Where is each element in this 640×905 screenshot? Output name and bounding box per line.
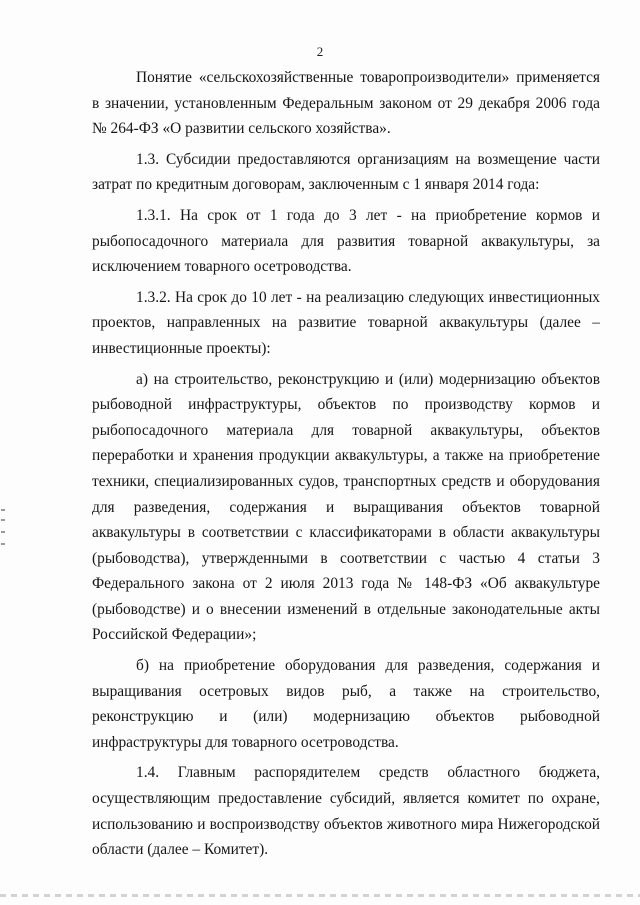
scan-edge-marks bbox=[0, 505, 8, 555]
paragraph-1-4: 1.4. Главным распорядителем средств областного бюджета, осуществляющим предоставление субсидий, является комитет по охране, использованию и воспроизводству объектов животного мира Нижегородской области (далее – Комитет). bbox=[92, 764, 600, 859]
page-number: 2 bbox=[316, 44, 324, 59]
paragraph-definition: Понятие «сельскохозяйственные товаропроизводители» применяется в значении, установленным Федеральным законом от 29 декабря 2006 года № 264-ФЗ «О развитии сельского хозяйства». bbox=[92, 69, 600, 138]
document-body bbox=[92, 65, 600, 863]
paragraph-1-3: 1.3. Субсидии предоставляются организациям на возмещение части затрат по кредитным договорам, заключенным с 1 января 2014 года: bbox=[92, 150, 600, 194]
paragraph-item-a: а) на строительство, реконструкцию и (или) модернизацию объектов рыбоводной инфраструктуры, объектов по производству кормов и рыбопосадочного материала для товарной аквакультуры, объектов переработки и хранения продукции аквакультуры, а также на приобретение техники, специализированных судов, транспортных средств и оборудования для разведения, содержания и выращивания объектов товарной аквакультуры в соответствии с классификаторами в области аквакультуры (рыбоводства), утвержденными в соответствии с частью 4 статьи 3 Федерального закона от 2 июля 2013 года № 148-ФЗ «Об аквакультуре (рыбоводстве) и о внесении изменений в отдельные законодательные акты Российской Федерации»; bbox=[92, 370, 600, 644]
paragraph-1-3-2: 1.3.2. На срок до 10 лет - на реализацию следующих инвестиционных проектов, направленных на развитие товарной аквакультуры (далее – инвестиционные проекты): bbox=[92, 288, 600, 357]
scan-bottom-edge bbox=[0, 894, 640, 897]
paragraph-1-3-1: 1.3.1. На срок от 1 года до 3 лет - на приобретение кормов и рыбопосадочного материала для развития товарной аквакультуры, за исключением товарного осетроводства. bbox=[92, 206, 600, 276]
paragraph-item-b: б) на приобретение оборудования для разведения, содержания и выращивания осетровых видов рыб, а также на строительство, реконструкцию и (или) модернизацию объектов рыбоводной инфраструктуры для товарного осетроводства. bbox=[92, 657, 600, 751]
